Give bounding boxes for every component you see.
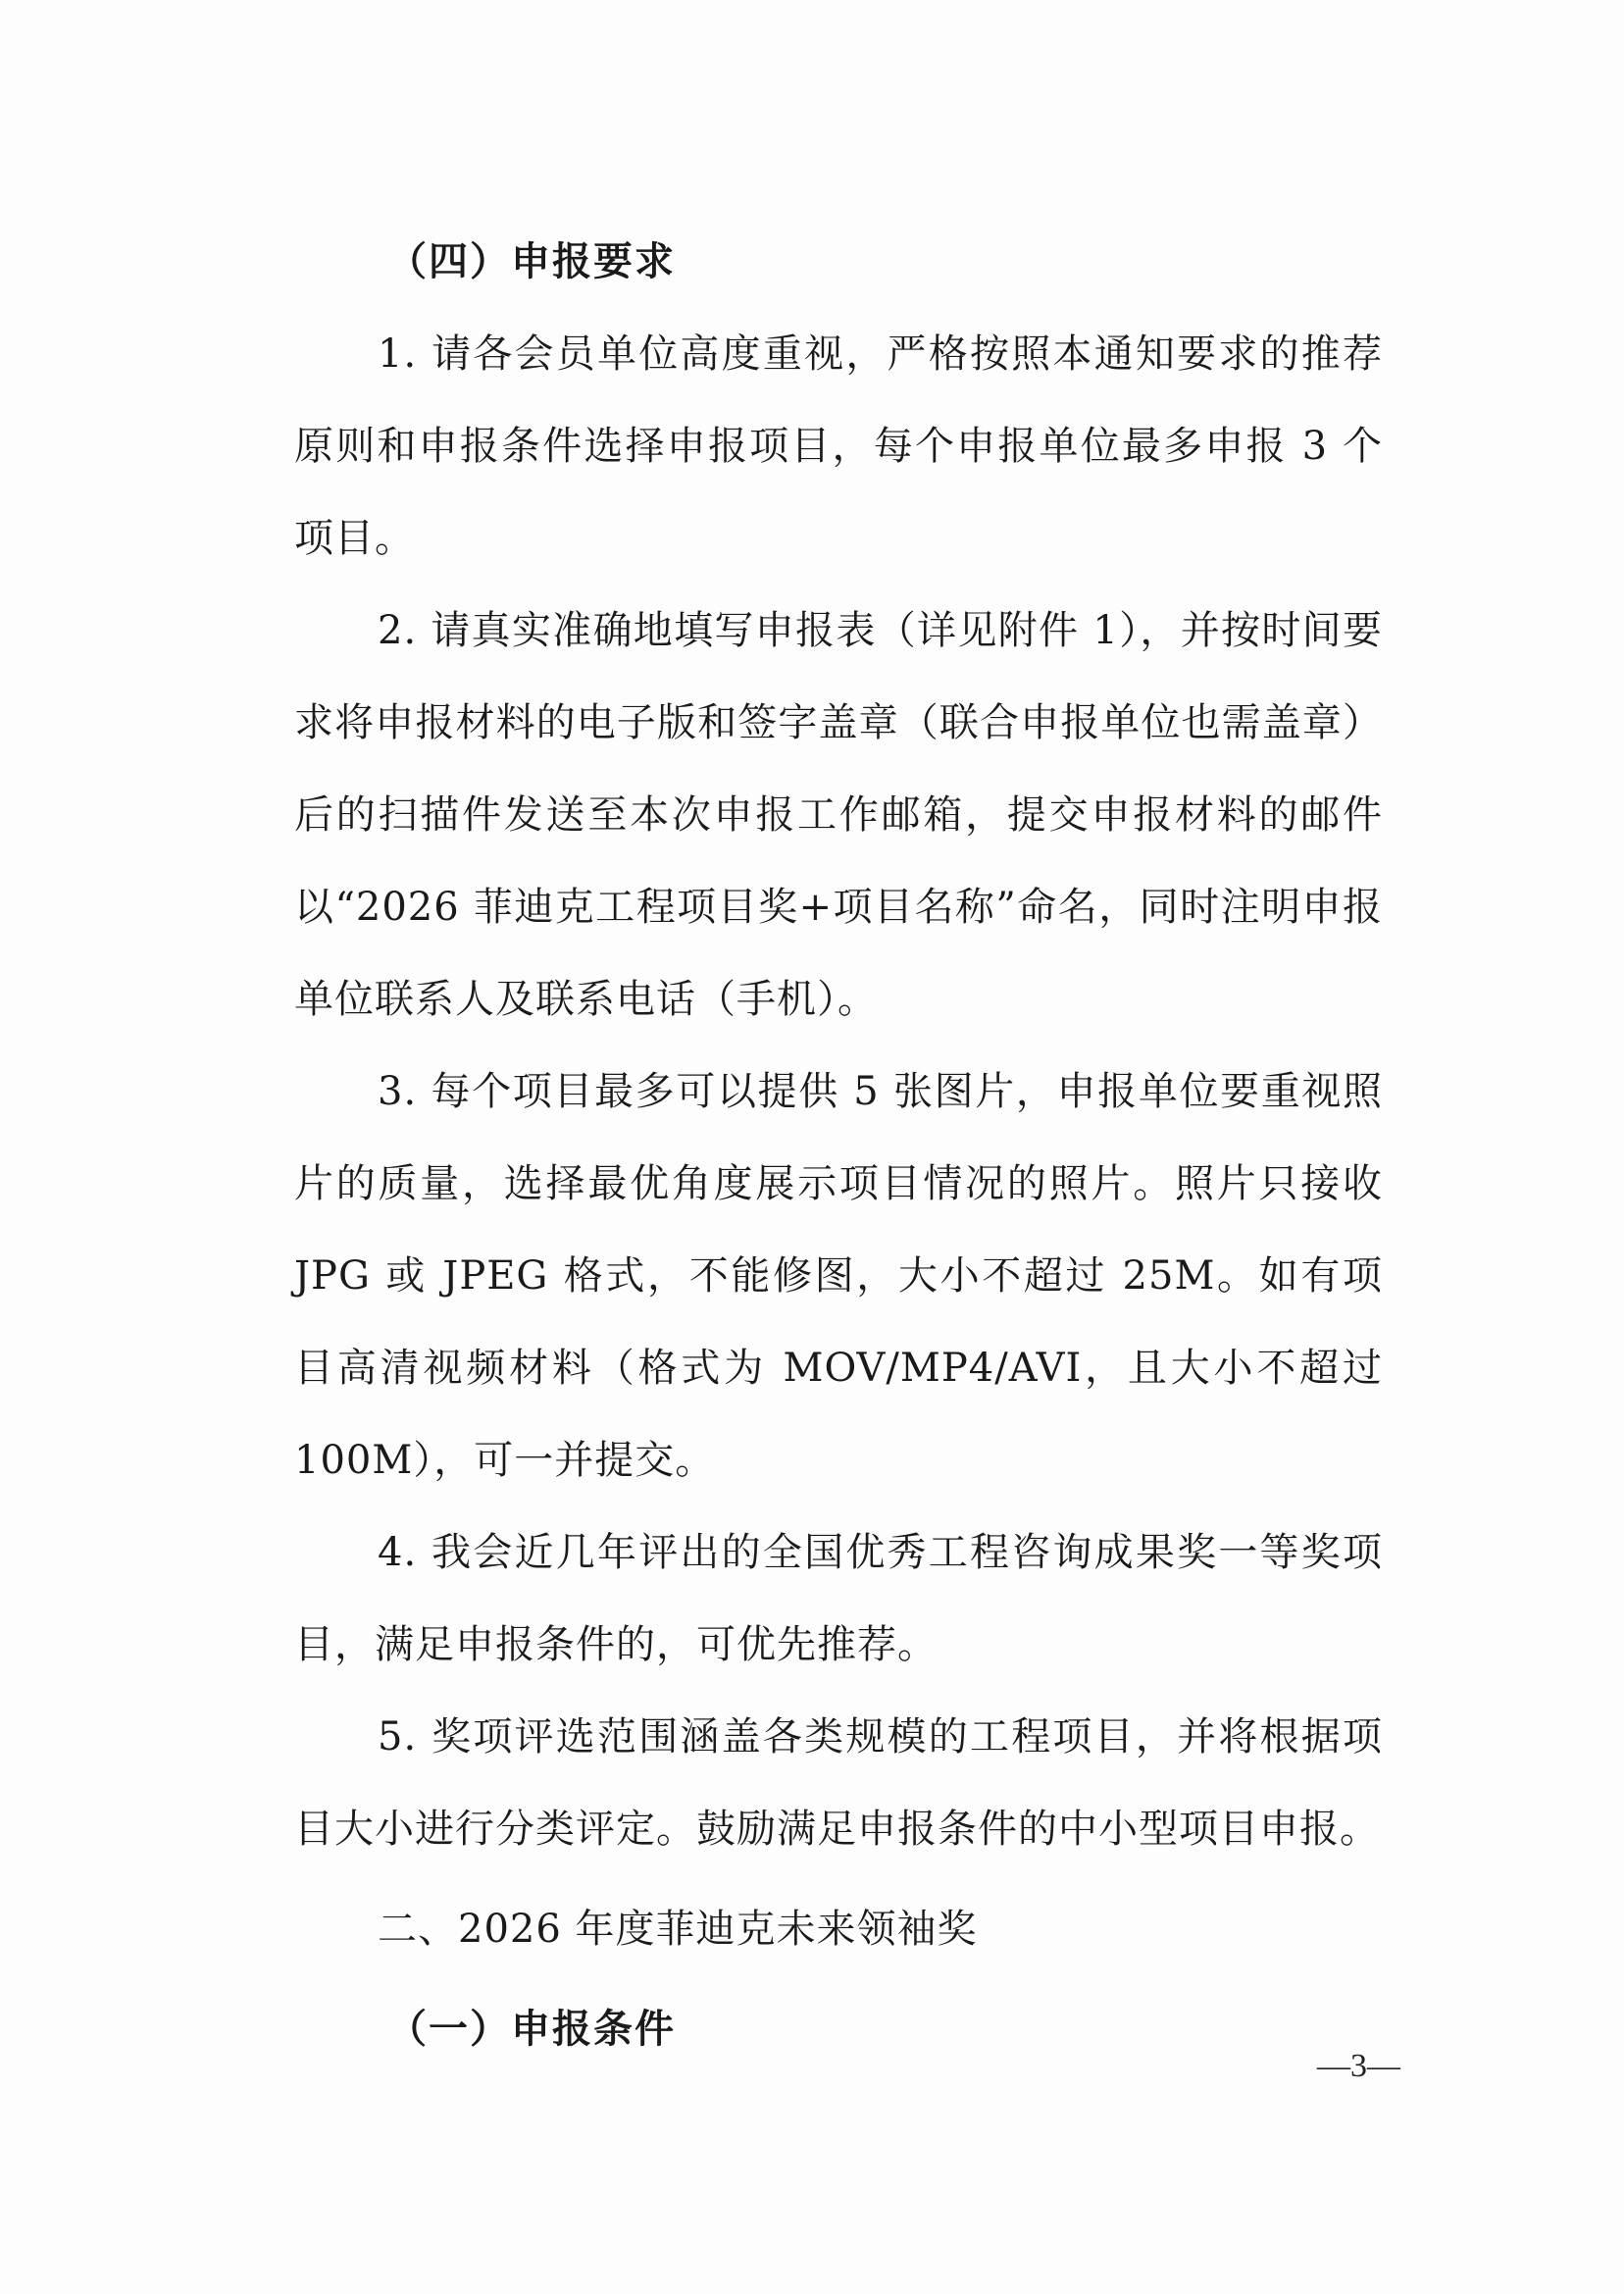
heading-conditions: （一）申报条件 bbox=[387, 2006, 676, 2052]
paragraph-3: 3. 每个项目最多可以提供 5 张图片，申报单位要重视照片的质量，选择最优角度展示项目情况的照片。照片只接收 JPG 或 JPEG 格式，不能修图，大小不超过 25M。如有项目高清视频材料（格式为 MOV/MP4/AVI，且大小不超过 100M），可一并提交。 bbox=[294, 1069, 1383, 1483]
section-heading-future-leader-award: 二、2026 年度菲迪克未来领袖奖 bbox=[378, 1907, 978, 1952]
paragraph-5: 5. 奖项评选范围涵盖各类规模的工程项目，并将根据项目大小进行分类评定。鼓励满足申报条件的中小型项目申报。 bbox=[294, 1714, 1383, 1852]
paragraph-2: 2. 请真实准确地填写申报表（详见附件 1），并按时间要求将申报材料的电子版和签字盖章（联合申报单位也需盖章）后的扫描件发送至本次申报工作邮箱，提交申报材料的邮件以“2026 菲迪克工程项目奖+项目名称”命名，同时注明申报单位联系人及联系电话（手机）。 bbox=[294, 608, 1383, 1022]
paragraph-4: 4. 我会近几年评出的全国优秀工程咨询成果奖一等奖项目，满足申报条件的，可优先推荐。 bbox=[294, 1530, 1383, 1667]
page-number: —3— bbox=[1317, 2048, 1400, 2084]
heading-requirements: （四）申报要求 bbox=[387, 238, 676, 284]
paragraph-1: 1. 请各会员单位高度重视，严格按照本通知要求的推荐原则和申报条件选择申报项目，每个申报单位最多申报 3 个项目。 bbox=[294, 331, 1383, 561]
document-body bbox=[294, 216, 1383, 2075]
